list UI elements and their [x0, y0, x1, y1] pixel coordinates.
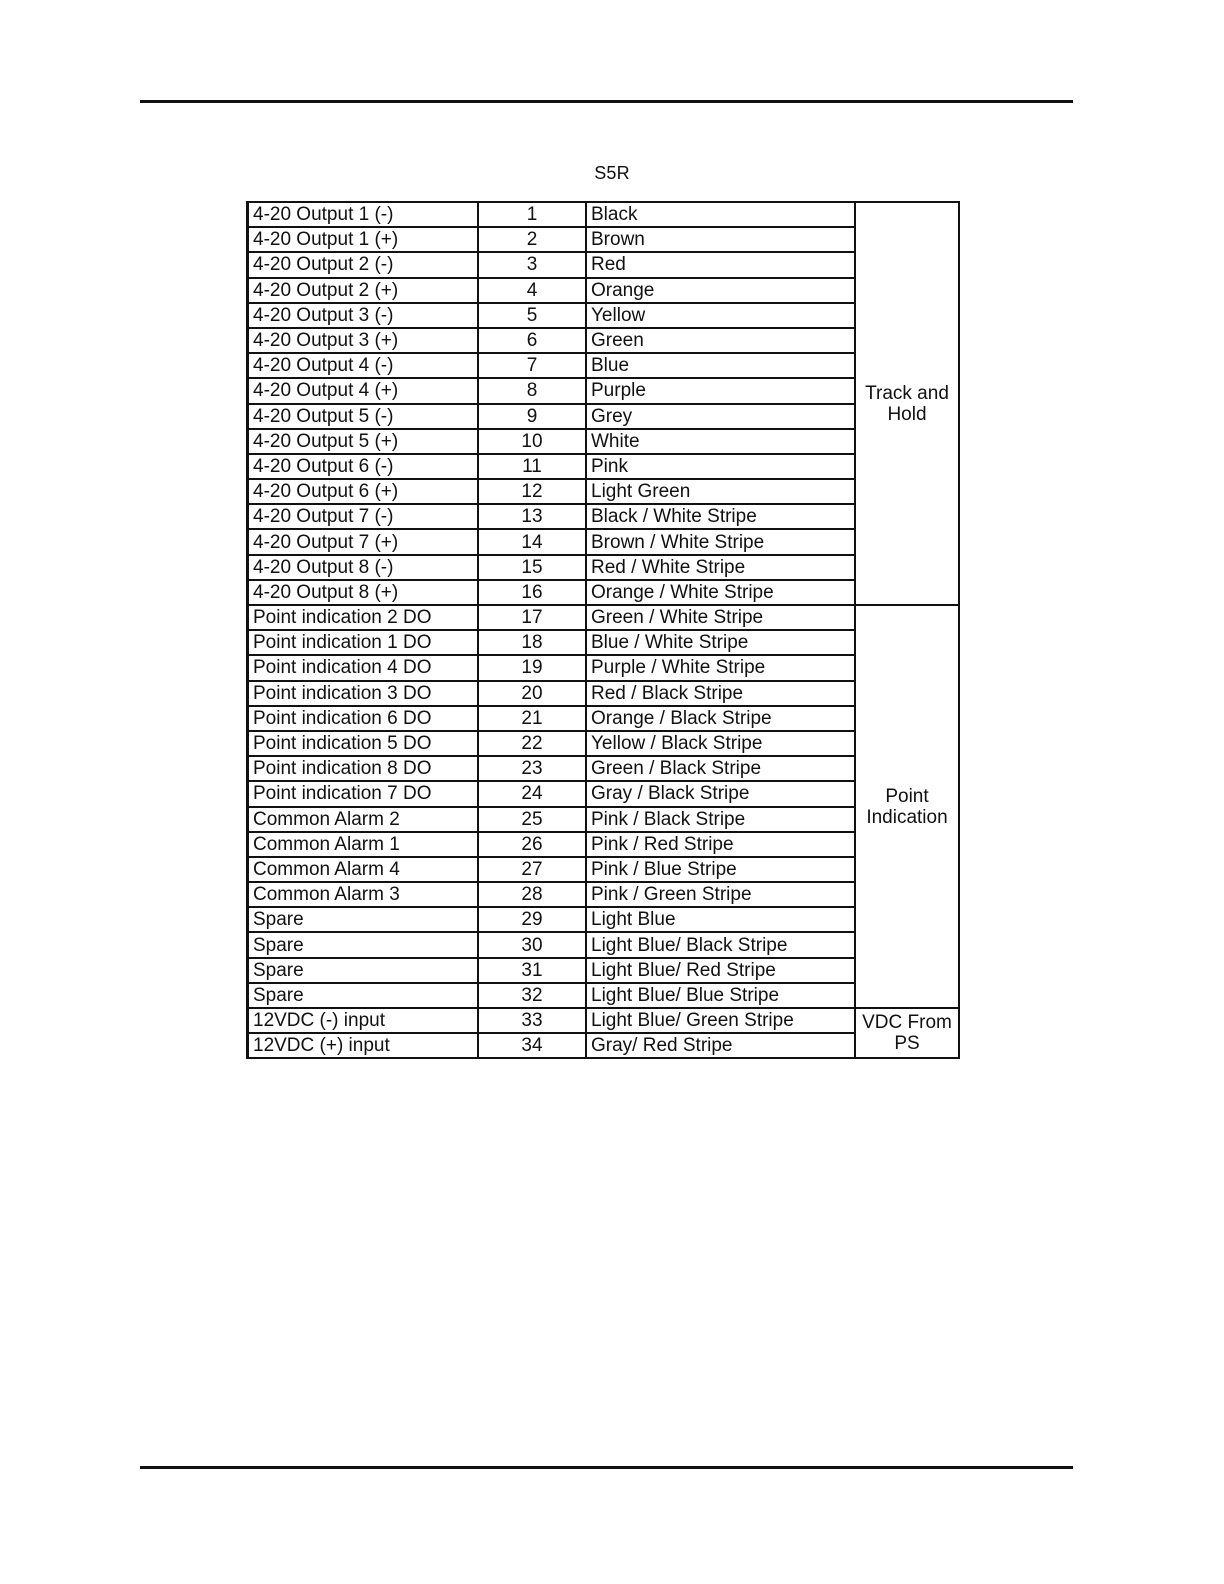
signal-cell: Point indication 1 DO — [248, 630, 479, 655]
signal-cell: 4-20 Output 1 (+) — [248, 227, 479, 252]
table-row — [248, 807, 960, 832]
table-row — [248, 202, 960, 227]
signal-cell: Point indication 6 DO — [248, 706, 479, 731]
wire-color-cell: Brown / White Stripe — [586, 529, 855, 554]
table-row — [248, 454, 960, 479]
wire-color-cell: White — [586, 429, 855, 454]
wire-color-cell: Blue / White Stripe — [586, 630, 855, 655]
signal-cell: 12VDC (+) input — [248, 1033, 479, 1058]
wire-color-cell: Gray / Black Stripe — [586, 781, 855, 806]
wire-color-cell: Grey — [586, 404, 855, 429]
signal-cell: Spare — [248, 907, 479, 932]
group-label-cell: Point Indication — [855, 605, 959, 1008]
wire-color-cell: Black / White Stripe — [586, 504, 855, 529]
signal-cell: 4-20 Output 3 (-) — [248, 303, 479, 328]
table-row — [248, 328, 960, 353]
pin-number-cell: 10 — [478, 429, 586, 454]
table-row — [248, 832, 960, 857]
table-row — [248, 479, 960, 504]
pin-number-cell: 25 — [478, 807, 586, 832]
group-label-cell: Track and Hold — [855, 202, 959, 605]
wire-color-cell: Orange / Black Stripe — [586, 706, 855, 731]
signal-cell: Point indication 8 DO — [248, 756, 479, 781]
group-label-cell: VDC From PS — [855, 1008, 959, 1058]
table-title: S5R — [594, 163, 630, 183]
wire-color-cell: Light Blue/ Red Stripe — [586, 958, 855, 983]
pin-number-cell: 13 — [478, 504, 586, 529]
signal-cell: Spare — [248, 932, 479, 957]
pin-number-cell: 9 — [478, 404, 586, 429]
header-rule — [140, 100, 1073, 103]
table-row — [248, 756, 960, 781]
pin-number-cell: 19 — [478, 655, 586, 680]
wire-color-cell: Light Blue — [586, 907, 855, 932]
wire-color-cell: Blue — [586, 353, 855, 378]
table-row — [248, 932, 960, 957]
signal-cell: Point indication 4 DO — [248, 655, 479, 680]
table-row — [248, 303, 960, 328]
signal-cell: 12VDC (-) input — [248, 1008, 479, 1033]
wire-color-cell: Pink / Black Stripe — [586, 807, 855, 832]
pin-number-cell: 34 — [478, 1033, 586, 1058]
wire-color-cell: Red / Black Stripe — [586, 681, 855, 706]
pinout-table — [246, 201, 960, 1059]
table-row — [248, 630, 960, 655]
pin-number-cell: 16 — [478, 580, 586, 605]
signal-cell: Spare — [248, 983, 479, 1008]
pin-number-cell: 33 — [478, 1008, 586, 1033]
table-row — [248, 227, 960, 252]
pin-number-cell: 4 — [478, 278, 586, 303]
table-row — [248, 958, 960, 983]
table-row — [248, 731, 960, 756]
pin-number-cell: 14 — [478, 529, 586, 554]
signal-cell: 4-20 Output 2 (+) — [248, 278, 479, 303]
wire-color-cell: Light Blue/ Black Stripe — [586, 932, 855, 957]
wire-color-cell: Orange / White Stripe — [586, 580, 855, 605]
wire-color-cell: Gray/ Red Stripe — [586, 1033, 855, 1058]
table-row — [248, 983, 960, 1008]
wire-color-cell: Brown — [586, 227, 855, 252]
table-row — [248, 378, 960, 403]
pin-number-cell: 24 — [478, 781, 586, 806]
table-row — [248, 555, 960, 580]
signal-cell: 4-20 Output 4 (+) — [248, 378, 479, 403]
wire-color-cell: Purple — [586, 378, 855, 403]
table-row — [248, 681, 960, 706]
table-row — [248, 404, 960, 429]
pin-number-cell: 18 — [478, 630, 586, 655]
table-row — [248, 1033, 960, 1058]
table-row — [248, 882, 960, 907]
pin-number-cell: 27 — [478, 857, 586, 882]
pin-number-cell: 2 — [478, 227, 586, 252]
wire-color-cell: Pink — [586, 454, 855, 479]
wire-color-cell: Green / White Stripe — [586, 605, 855, 630]
pin-number-cell: 23 — [478, 756, 586, 781]
table-row — [248, 655, 960, 680]
table-row — [248, 278, 960, 303]
pin-number-cell: 17 — [478, 605, 586, 630]
pin-number-cell: 26 — [478, 832, 586, 857]
signal-cell: 4-20 Output 5 (-) — [248, 404, 479, 429]
signal-cell: Point indication 3 DO — [248, 681, 479, 706]
pin-number-cell: 22 — [478, 731, 586, 756]
table-row — [248, 353, 960, 378]
pin-number-cell: 29 — [478, 907, 586, 932]
signal-cell: Common Alarm 2 — [248, 807, 479, 832]
signal-cell: 4-20 Output 3 (+) — [248, 328, 479, 353]
table-row — [248, 1008, 960, 1033]
signal-cell: 4-20 Output 6 (-) — [248, 454, 479, 479]
pin-number-cell: 7 — [478, 353, 586, 378]
pin-number-cell: 12 — [478, 479, 586, 504]
pinout-table-body — [248, 202, 960, 1058]
pin-number-cell: 21 — [478, 706, 586, 731]
signal-cell: 4-20 Output 8 (+) — [248, 580, 479, 605]
signal-cell: 4-20 Output 5 (+) — [248, 429, 479, 454]
pin-number-cell: 1 — [478, 202, 586, 227]
signal-cell: 4-20 Output 6 (+) — [248, 479, 479, 504]
table-row — [248, 504, 960, 529]
table-row — [248, 252, 960, 277]
table-row — [248, 857, 960, 882]
pin-number-cell: 15 — [478, 555, 586, 580]
pin-number-cell: 11 — [478, 454, 586, 479]
table-row — [248, 706, 960, 731]
table-row — [248, 529, 960, 554]
signal-cell: Point indication 7 DO — [248, 781, 479, 806]
table-row — [248, 781, 960, 806]
wire-color-cell: Green — [586, 328, 855, 353]
wire-color-cell: Red — [586, 252, 855, 277]
signal-cell: Common Alarm 4 — [248, 857, 479, 882]
signal-cell: 4-20 Output 8 (-) — [248, 555, 479, 580]
signal-cell: Common Alarm 1 — [248, 832, 479, 857]
wire-color-cell: Red / White Stripe — [586, 555, 855, 580]
signal-cell: 4-20 Output 1 (-) — [248, 202, 479, 227]
signal-cell: 4-20 Output 4 (-) — [248, 353, 479, 378]
wire-color-cell: Pink / Red Stripe — [586, 832, 855, 857]
pin-number-cell: 8 — [478, 378, 586, 403]
wire-color-cell: Light Green — [586, 479, 855, 504]
pin-number-cell: 5 — [478, 303, 586, 328]
pin-number-cell: 30 — [478, 932, 586, 957]
wire-color-cell: Light Blue/ Blue Stripe — [586, 983, 855, 1008]
wire-color-cell: Orange — [586, 278, 855, 303]
signal-cell: 4-20 Output 7 (-) — [248, 504, 479, 529]
signal-cell: Spare — [248, 958, 479, 983]
wire-color-cell: Black — [586, 202, 855, 227]
pin-number-cell: 32 — [478, 983, 586, 1008]
table-row — [248, 580, 960, 605]
signal-cell: Point indication 2 DO — [248, 605, 479, 630]
signal-cell: Point indication 5 DO — [248, 731, 479, 756]
wire-color-cell: Green / Black Stripe — [586, 756, 855, 781]
wire-color-cell: Yellow — [586, 303, 855, 328]
wire-color-cell: Light Blue/ Green Stripe — [586, 1008, 855, 1033]
pin-number-cell: 3 — [478, 252, 586, 277]
wire-color-cell: Yellow / Black Stripe — [586, 731, 855, 756]
signal-cell: Common Alarm 3 — [248, 882, 479, 907]
pin-number-cell: 20 — [478, 681, 586, 706]
pin-number-cell: 28 — [478, 882, 586, 907]
wire-color-cell: Pink / Green Stripe — [586, 882, 855, 907]
table-row — [248, 429, 960, 454]
table-row — [248, 605, 960, 630]
footer-rule — [140, 1466, 1073, 1469]
pin-number-cell: 31 — [478, 958, 586, 983]
pin-number-cell: 6 — [478, 328, 586, 353]
signal-cell: 4-20 Output 7 (+) — [248, 529, 479, 554]
signal-cell: 4-20 Output 2 (-) — [248, 252, 479, 277]
wire-color-cell: Purple / White Stripe — [586, 655, 855, 680]
wire-color-cell: Pink / Blue Stripe — [586, 857, 855, 882]
table-row — [248, 907, 960, 932]
